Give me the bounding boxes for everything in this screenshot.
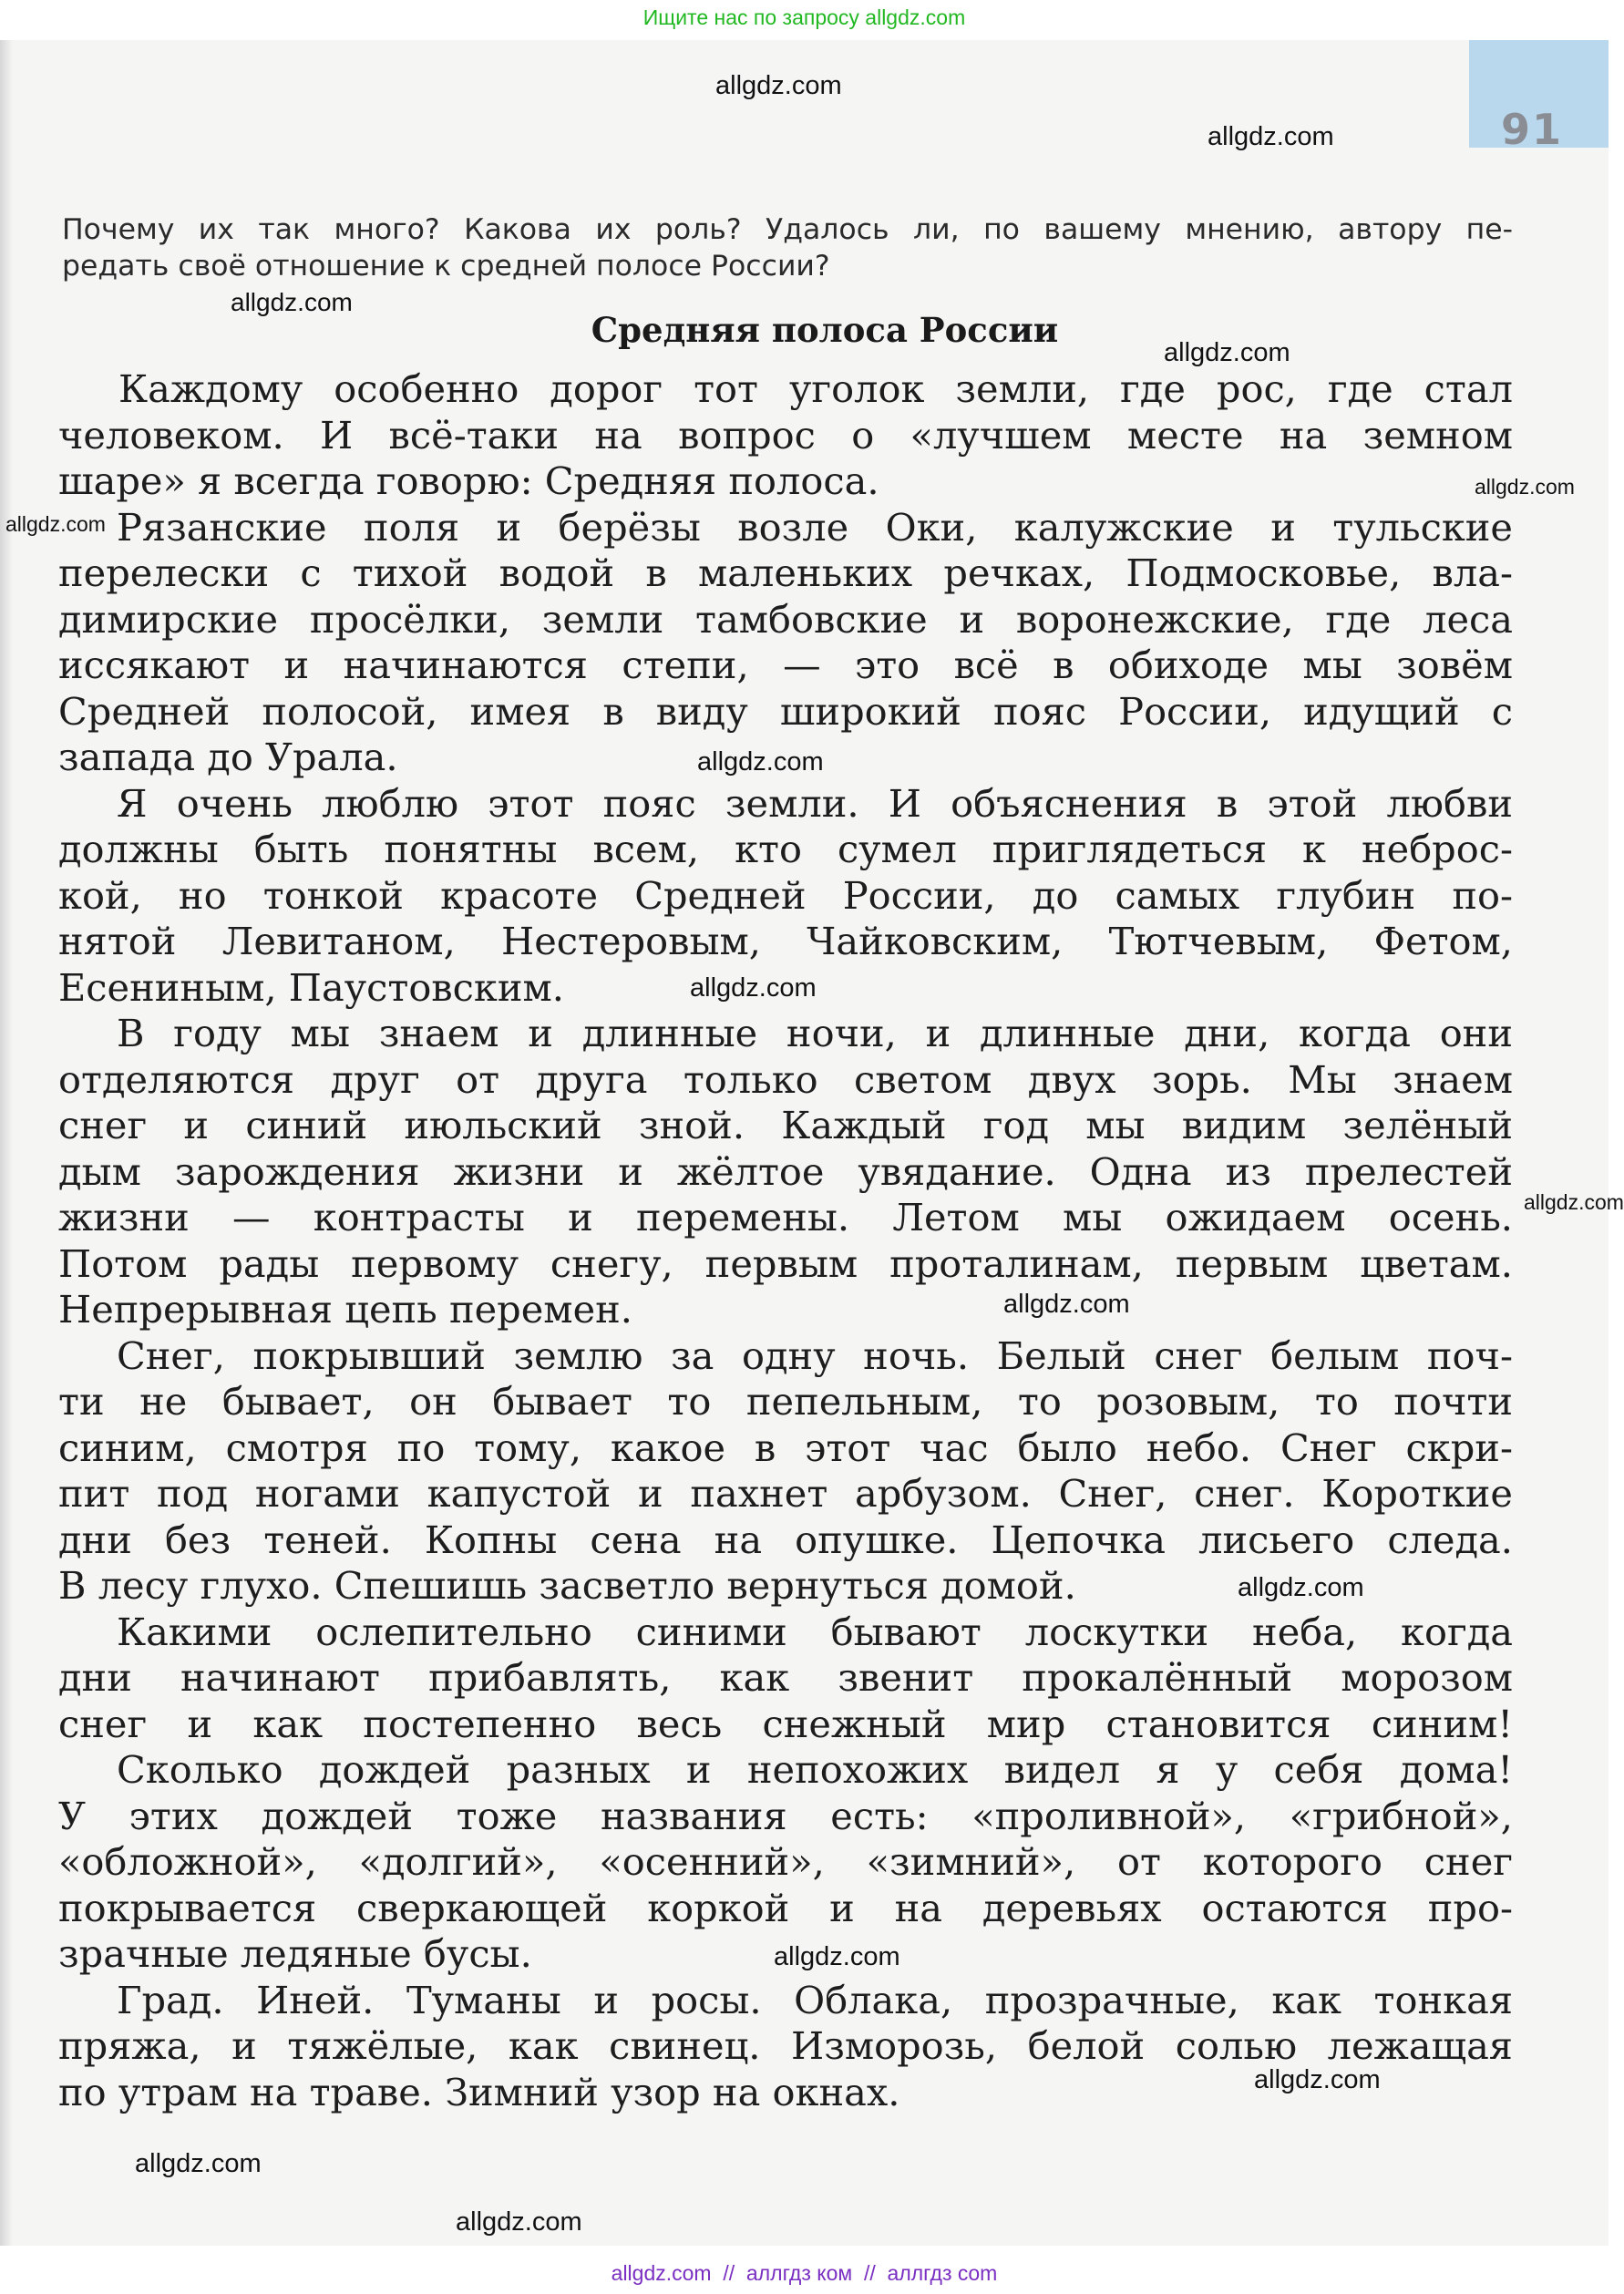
text-line: Я очень люблю этот пояс земли. И объяснения в этой любви — [117, 780, 1513, 826]
watermark: allgdz.com — [697, 747, 824, 777]
text-line: нятой Левитаном, Нестеровым, Чайковским, Тютчевым, Фетом, — [58, 919, 1513, 963]
text-line: В году мы знаем и длинные ночи, и длинные дни, когда они — [117, 1011, 1513, 1055]
text-line: человеком. И всё-таки на вопрос о «лучшем месте на земном — [58, 412, 1513, 458]
watermark: allgdz.com — [690, 973, 817, 1003]
watermark: allgdz.com — [1164, 338, 1290, 367]
watermark: allgdz.com — [231, 288, 353, 316]
text-line: перелески с тихой водой в маленьких речках, Подмосковье, вла- — [58, 550, 1513, 595]
text-line: иссякают и начинаются степи, — это всё в обиходе мы зовём — [58, 643, 1513, 687]
text-line: Град. Иней. Туманы и росы. Облака, прозрачные, как тонкая — [117, 1977, 1513, 2022]
body-text — [58, 366, 1513, 2115]
text-line: дни начинают прибавлять, как звенит прокалённый морозом — [58, 1655, 1513, 1700]
text-line: пит под ногами капустой и пахнет арбузом. Снег, снег. Короткие — [58, 1471, 1513, 1516]
text-line: шаре» я всегда говорю: Средняя полоса. — [58, 458, 879, 503]
text-line: Рязанские поля и берёзы возле Оки, калужские и тульские — [117, 504, 1513, 550]
watermark: allgdz.com — [135, 2149, 262, 2178]
watermark: allgdz.com — [5, 512, 106, 536]
text-line: отделяются друг от друга только светом двух зорь. Мы знаем — [58, 1056, 1513, 1102]
text-line: должны быть понятны всем, кто сумел приглядеться к неброс- — [58, 827, 1513, 871]
text-line: дни без теней. Копны сена на опушке. Цепочка лисьего следа. — [58, 1517, 1513, 1562]
text-line: Сколько дождей разных и непохожих видел я у себя дома! — [117, 1747, 1513, 1792]
intro-line: Почему их так много? Какова их роль? Удалось ли, по вашему мнению, автору пе- — [62, 213, 1513, 246]
top-banner[interactable]: Ищите нас по запросу allgdz.com — [642, 5, 966, 29]
text-line: синим, смотря по тому, какое в этот час было небо. Снег скри- — [58, 1425, 1513, 1470]
watermark: allgdz.com — [1208, 122, 1334, 151]
text-line: Есениным, Паустовским. — [58, 964, 564, 1010]
text-line: жизни — контрасты и перемены. Летом мы ожидаем осень. — [58, 1195, 1513, 1240]
text-line: снег и синий июльский зной. Каждый год мы видим зелёный — [58, 1103, 1513, 1147]
bottom-banner[interactable]: allgdz.com // аллгдз ком // аллгдз com — [611, 2261, 998, 2285]
text-line: У этих дождей тоже названия есть: «проливной», «грибной», — [58, 1793, 1513, 1838]
watermark: allgdz.com — [1254, 2065, 1381, 2094]
text-line: Снег, покрывший землю за одну ночь. Белый снег белым поч- — [117, 1332, 1513, 1378]
text-line: димирские просёлки, земли тамбовские и воронежские, где леса — [58, 596, 1513, 642]
page-edge-shadow — [0, 40, 13, 2246]
watermark: allgdz.com — [1524, 1190, 1624, 1214]
text-line: ти не бывает, он бывает то пепельным, то розовым, то почти — [58, 1379, 1513, 1424]
text-line: запада до Урала. — [58, 735, 398, 779]
text-line: «обложной», «долгий», «осенний», «зимний», от которого снег — [58, 1839, 1513, 1884]
watermark: allgdz.com — [456, 2207, 582, 2237]
text-line: Средней полосой, имея в виду широкий пояс России, идущий с — [58, 688, 1513, 734]
text-line: Какими ослепительно синими бывают лоскутки неба, когда — [117, 1609, 1513, 1654]
watermark: allgdz.com — [774, 1942, 900, 1971]
text-line: Потом рады первому снегу, первым проталинам, первым цветам. — [58, 1240, 1513, 1286]
watermark: allgdz.com — [1238, 1573, 1364, 1602]
text-line: дым зарождения жизни и жёлтое увядание. Одна из прелестей — [58, 1148, 1513, 1194]
text-title: Средняя полоса России — [591, 310, 1059, 350]
text-line: по утрам на траве. Зимний узор на окнах. — [58, 2069, 900, 2114]
page-number: 91 — [1501, 105, 1564, 154]
watermark: allgdz.com — [715, 71, 842, 100]
text-line: Каждому особенно дорог тот уголок земли, где рос, где стал — [118, 366, 1513, 411]
text-line: снег и как постепенно весь снежный мир становится синим! — [58, 1701, 1513, 1746]
text-line: кой, но тонкой красоте Средней России, до самых глубин по- — [58, 872, 1513, 918]
text-line: В лесу глухо. Спешишь засветло вернуться домой. — [58, 1563, 1076, 1608]
text-line: покрывается сверкающей коркой и на деревьях остаются про- — [58, 1885, 1513, 1930]
intro-line: редать своё отношение к средней полосе России? — [62, 250, 830, 283]
watermark: allgdz.com — [1475, 475, 1575, 499]
watermark: allgdz.com — [1003, 1290, 1130, 1319]
text-line: пряжа, и тяжёлые, как свинец. Изморозь, белой солью лежащая — [58, 2023, 1513, 2068]
intro-question — [62, 211, 1513, 284]
text-line: зрачные ледяные бусы. — [58, 1931, 532, 1976]
text-line: Непрерывная цепь перемен. — [58, 1287, 632, 1332]
